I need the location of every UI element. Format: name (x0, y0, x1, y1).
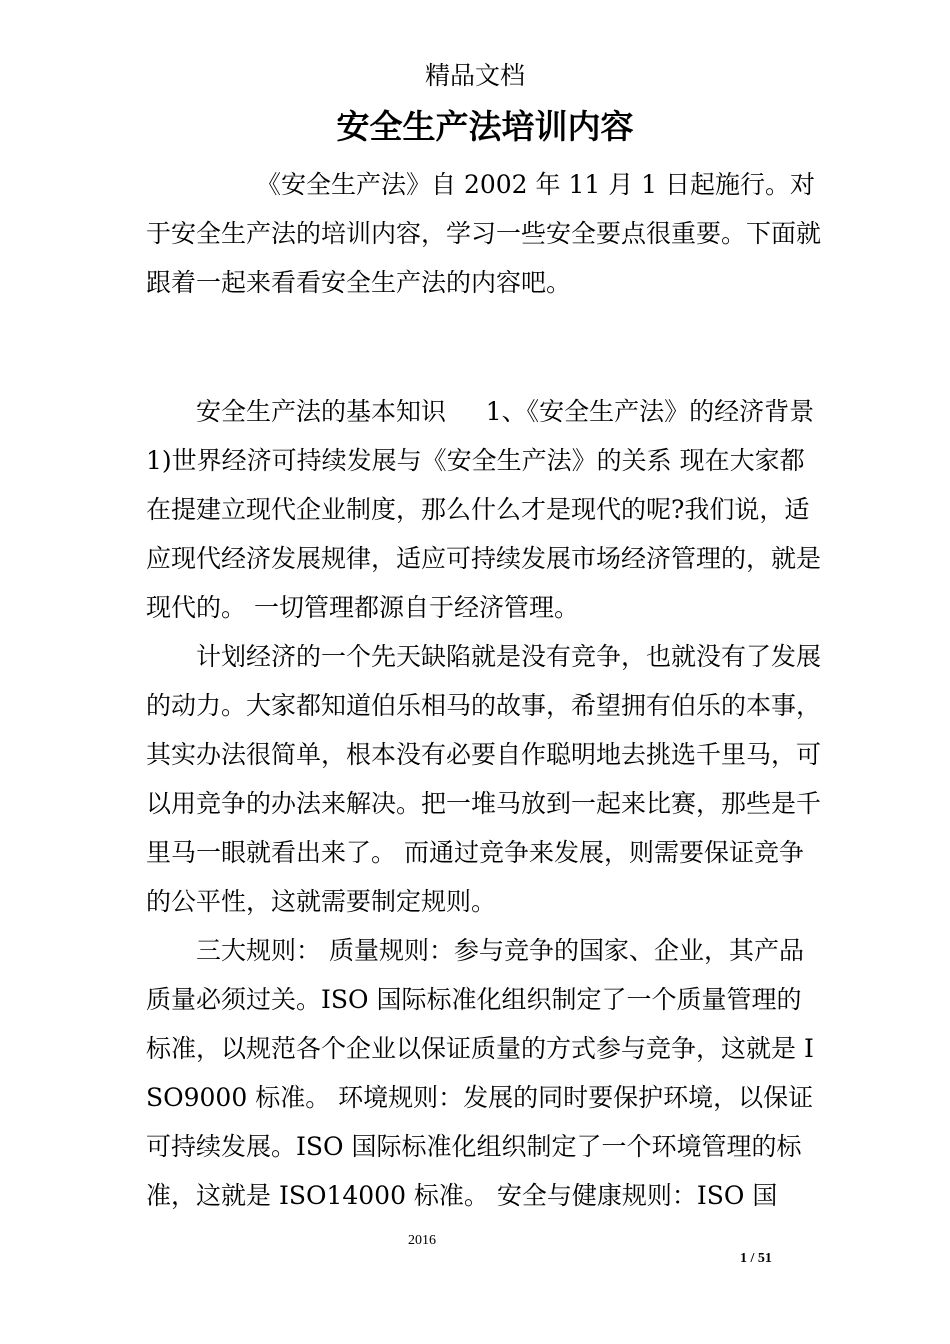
header-label: 精品文档 (424, 61, 525, 90)
document-title: 安全生产法培训内容 (336, 107, 634, 146)
body-paragraph: 三大规则： 质量规则：参与竞争的国家、企业，其产品质量必须过关。ISO 国际标准化组织制定了一个质量管理的标准，以规范各个企业以保证质量的方式参与竞争，这就是 ISO9000 标准。 环境规则：发展的同时要保护环境，以保证可持续发展。ISO 国际标准化组织制定了一个环境管理的标准，这就是 ISO14000 标准。 安全与健康规则：ISO 国 (146, 936, 814, 1210)
footer-year: 2016 (408, 1233, 436, 1248)
document-body (146, 160, 824, 1220)
paragraph-spacer (146, 307, 824, 387)
body-paragraph: 计划经济的一个先天缺陷就是没有竞争，也就没有了发展的动力。大家都知道伯乐相马的故事，希望拥有伯乐的本事，其实办法很简单，根本没有必要自作聪明地去挑选千里马，可以用竞争的办法来解决。把一堆马放到一起来比赛，那些是千里马一眼就看出来了。 而通过竞争来发展，则需要保证竞争的公平性，这就需要制定规则。 (146, 642, 822, 916)
body-paragraph: 安全生产法的基本知识 1、《安全生产法》的经济背景 1)世界经济可持续发展与《安全生产法》的关系 现在大家都在提建立现代企业制度，那么什么才是现代的呢?我们说，适应现代经济发展规律，适应可持续发展市场经济管理的，就是现代的。 一切管理都源自于经济管理。 (146, 397, 823, 622)
intro-paragraph: 《安全生产法》自 2002 年 11 月 1 日起施行。对于安全生产法的培训内容，学习一些安全要点很重要。下面就跟着一起来看看安全生产法的内容吧。 (146, 170, 822, 297)
page-number: 1 / 51 (740, 1251, 772, 1266)
